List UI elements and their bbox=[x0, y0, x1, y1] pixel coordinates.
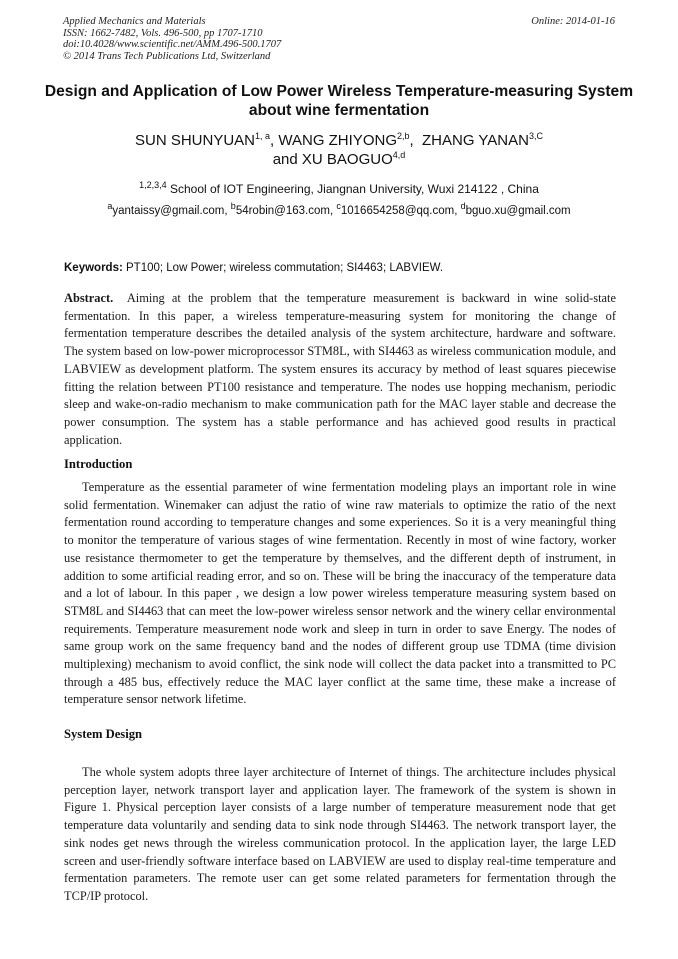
system-design-heading: System Design bbox=[64, 727, 143, 741]
journal-copyright: © 2014 Trans Tech Publications Ltd, Switzerland bbox=[63, 50, 271, 62]
online-date: Online: 2014-01-16 bbox=[531, 16, 615, 27]
email-link[interactable]: 1016654258@qq.com, bbox=[340, 205, 458, 217]
introduction-paragraph: Temperature as the essential parameter of wine fermentation modeling plays an important role in wine solid fermentation. Winemaker can adjust the ratio of wine raw materials to optimize the ratio of the next fermentation round according to temperature changes and some experiences. So it is a very meaningful thing to monitor the temperature of various stages of wine fermentation. Recently in most of wine factory, worker use resistance thermometer to get the temperature by themselves, and the different depth of instrument, in addition to some artificial reading error, and so on. These will be bring the inaccuracy of the temperature data and a lot of labour. In this paper , we design a low power wireless temperature measuring system based on STM8L and SI4463 that can meet the low-power wireless sensor network and the winery cellar environmental requirements. Temperature measurement node work and sleep in turn in order to save Energy. The nodes of same group work on the same frequency band and the nodes of different group use TDMA (time division multiplexing) mechanism to avoid conflict, the sink node will collect the data packet into a transmitted to PC through a 485 bus, effectively reduce the MAC layer conflict at the same time, these make a increase of temperature sensor network lifetime. bbox=[64, 480, 616, 707]
keywords-label: Keywords: bbox=[64, 262, 123, 274]
journal-name: Applied Mechanics and Materials bbox=[63, 16, 206, 27]
author-affiliation-mark: 2,b bbox=[396, 131, 410, 141]
email-link[interactable]: 54robin@163.com, bbox=[235, 205, 334, 217]
journal-issn: ISSN: 1662-7482, Vols. 496-500, pp 1707-1710 bbox=[63, 27, 263, 39]
email-mark: a bbox=[107, 201, 113, 212]
author-name: XU BAOGUO bbox=[301, 151, 393, 168]
abstract-label: Abstract. bbox=[64, 291, 114, 305]
abstract bbox=[64, 290, 616, 449]
email-mark: b bbox=[230, 201, 236, 212]
email-link[interactable]: bguo.xu@gmail.com bbox=[465, 205, 571, 217]
journal-header bbox=[63, 16, 615, 62]
author-name: ZHANG YANAN bbox=[422, 132, 529, 149]
author-affiliation-mark: 4,d bbox=[392, 150, 406, 160]
keywords-text: PT100; Low Power; wireless commutation; SI4463; LABVIEW. bbox=[126, 262, 444, 274]
author-name: SUN SHUNYUAN bbox=[135, 132, 256, 149]
introduction-heading: Introduction bbox=[64, 457, 133, 471]
author-affiliation-mark: 3,C bbox=[528, 131, 543, 141]
system-design-paragraph: The whole system adopts three layer architecture of Internet of things. The architecture includes physical perception layer, network transport layer and application layer. The framework of the system is shown in Figure 1. Physical perception layer consists of a large number of temperature measurement node that get temperature data voluntarily and sending data to sink node through SI4463. The network transport layer, the sink nodes get news through the wireless communication protocol. In the application layer, the large LED screen and user-friendly software interface based on LABVIEW are used to display real-time temperature and fermentation parameters. The remote user can get some related parameters for fermentation through the TCP/IP protocol. bbox=[64, 765, 616, 903]
author-affiliation-mark: 1, a bbox=[255, 131, 271, 141]
email-mark: d bbox=[460, 201, 466, 212]
email-link[interactable]: yantaissy@gmail.com, bbox=[112, 205, 228, 217]
author-conjunction: and bbox=[272, 151, 298, 168]
keywords bbox=[64, 261, 616, 276]
email-mark: c bbox=[336, 201, 341, 212]
paper-title: Design and Application of Low Power Wireless Temperature-measuring System about wine fermentation bbox=[44, 83, 634, 119]
affiliation-text: School of IOT Engineering, Jiangnan University, Wuxi 214122 , China bbox=[169, 182, 539, 196]
journal-doi: doi:10.4028/www.scientific.net/AMM.496-500.1707 bbox=[63, 39, 282, 51]
affiliation bbox=[40, 182, 638, 197]
affiliation-mark: 1,2,3,4 bbox=[139, 180, 167, 190]
author-name: WANG ZHIYONG bbox=[278, 132, 397, 149]
abstract-text: Aiming at the problem that the temperature measurement is backward in wine solid-state fermentation. In this paper, a wireless temperature-measuring system for monitoring the change of fermentation temperature describes the detailed analysis of the system architecture, hardware and software. The system based on low-power microprocessor STM8L, with SI4463 as wireless communication module, and LABVIEW as development platform. The system ensures its accuracy by method of least squares piecewise fitting the relation between PT100 resistance and temperature. The nodes use hopping mechanism, periodic sleep and wake-on-radio mechanism to make communication path for the MAC layer stable and decrease the power consumption. The system has a stable performance and has achieved good results in practical application. bbox=[64, 291, 617, 447]
author-emails bbox=[40, 201, 638, 219]
author-list: SUN SHUNYUAN$^{1, a}$, WANG ZHIYONG$^{2,b}$, ZHANG $YANAN^{3,C}$ and XU BAOGUO$^{4,d}$ bbox=[135, 131, 543, 168]
